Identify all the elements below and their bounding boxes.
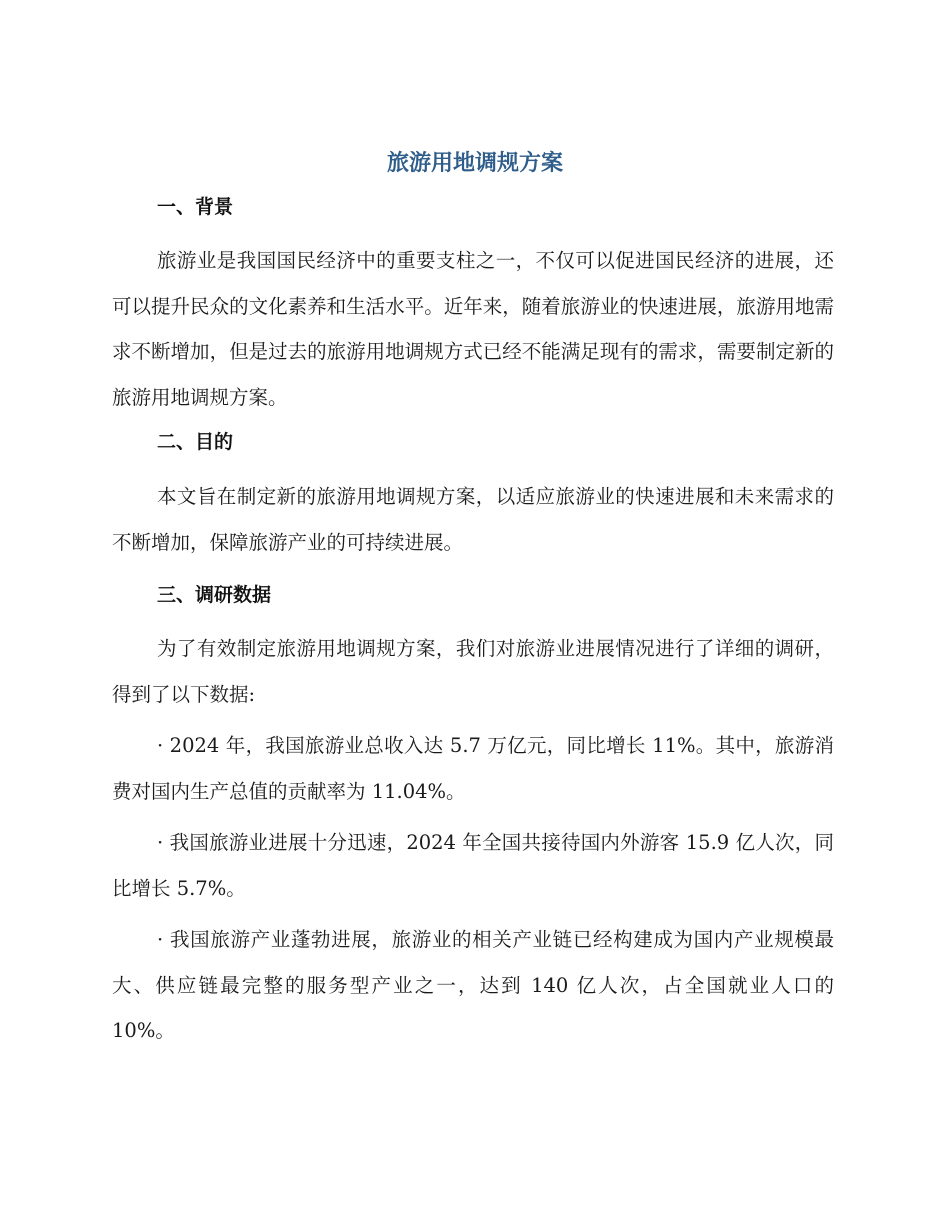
section-heading-purpose: 二、目的 bbox=[157, 431, 234, 453]
section-heading-background: 一、背景 bbox=[157, 196, 234, 218]
background-paragraph: 旅游业是我国国民经济中的重要支柱之一，不仅可以促进国民经济的进展，还可以提升民众的文化素养和生活水平。近年来，随着旅游业的快速进展，旅游用地需求不断增加，但是过去的旅游用地调规方式已经不能满足现有的需求，需要制定新的旅游用地调规方案。 bbox=[112, 249, 834, 409]
research-intro-paragraph: 为了有效制定旅游用地调规方案，我们对旅游业进展情况进行了详细的调研，得到了以下数据: bbox=[112, 637, 834, 706]
bullet-item-tourists: · 我国旅游业进展十分迅速，2024 年全国共接待国内外游客 15.9 亿人次，同比增长 5.7%。 bbox=[112, 831, 834, 900]
bullet-item-industry-chain: · 我国旅游产业蓬勃进展，旅游业的相关产业链已经构建成为国内产业规模最大、供应链最完整的服务型产业之一，达到 140 亿人次，占全国就业人口的 10%。 bbox=[112, 928, 834, 1042]
bullet-item-revenue: · 2024 年，我国旅游业总收入达 5.7 万亿元，同比增长 11%。其中，旅游消费对国内生产总值的贡献率为 11.04%。 bbox=[112, 734, 834, 803]
section-heading-research-data: 三、调研数据 bbox=[157, 584, 272, 606]
document-title: 旅游用地调规方案 bbox=[386, 151, 563, 176]
purpose-paragraph: 本文旨在制定新的旅游用地调规方案，以适应旅游业的快速进展和未来需求的不断增加，保障旅游产业的可持续进展。 bbox=[112, 485, 834, 554]
